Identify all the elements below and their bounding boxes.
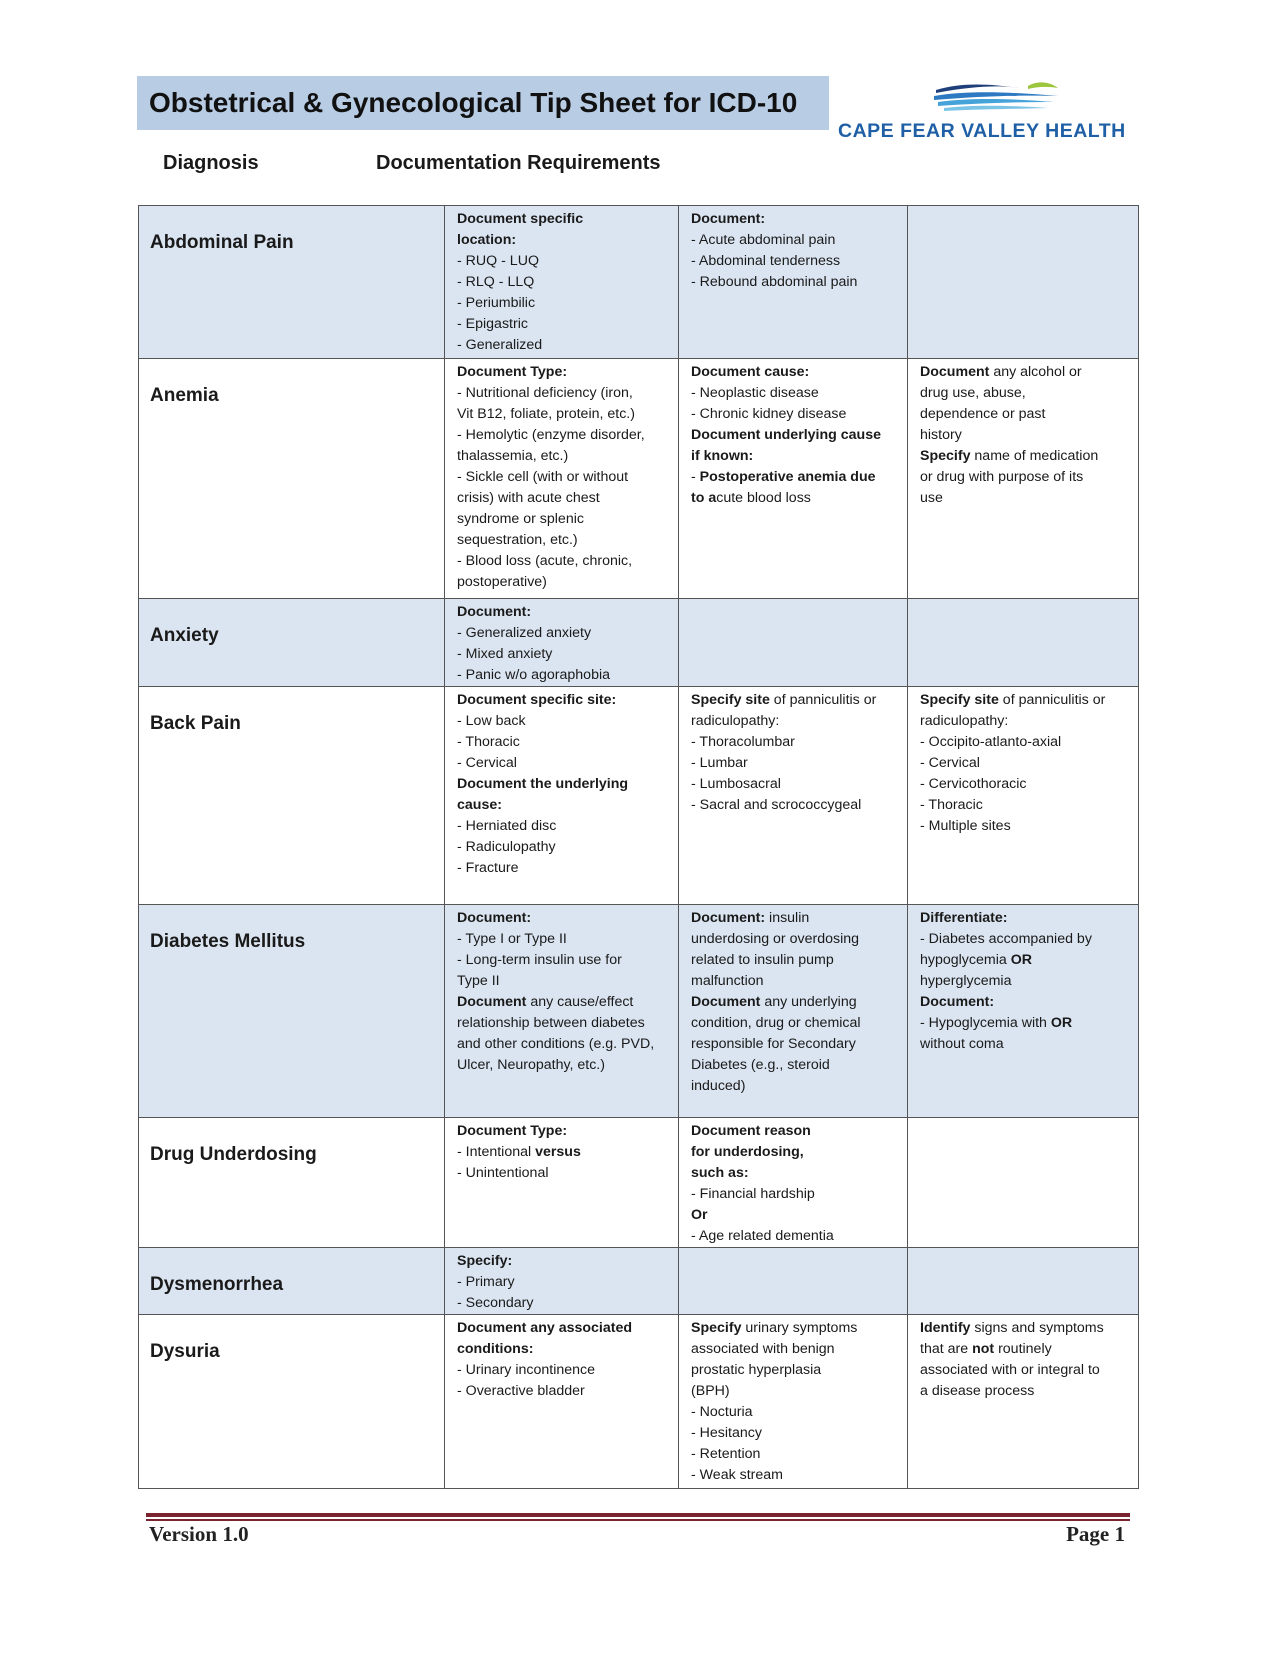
cell-text: - Generalized anxiety — [457, 625, 592, 641]
cell-line — [457, 837, 668, 858]
bold-text: conditions: — [457, 1341, 534, 1357]
cell-text: - Hemolytic (enzyme disorder, — [457, 427, 645, 443]
bold-text: Document Type: — [457, 364, 568, 380]
bold-text: Specify: — [457, 1253, 513, 1269]
bold-text: Postoperative anemia due — [699, 469, 876, 485]
cell-text: relationship between diabetes — [457, 1015, 645, 1031]
bold-text: Document: — [691, 910, 766, 926]
cell-text: drug use, abuse, — [920, 385, 1026, 401]
cell-text: - Periumbilic — [457, 295, 536, 311]
cell-line — [920, 774, 1128, 795]
documentation-cell — [445, 1118, 679, 1248]
cell-line — [457, 711, 668, 732]
cell-line — [457, 753, 668, 774]
cell-text: - Radiculopathy — [457, 839, 556, 855]
cell-line — [920, 971, 1128, 992]
documentation-cell — [679, 687, 908, 905]
bold-text: Document cause: — [691, 364, 810, 380]
cell-text: without coma — [920, 1036, 1004, 1052]
cell-line — [691, 362, 897, 383]
documentation-cell — [908, 359, 1139, 599]
cell-text: - Age related dementia — [691, 1228, 834, 1244]
bold-text: such as: — [691, 1165, 749, 1181]
cell-line — [457, 690, 668, 711]
cell-text: - Epigastric — [457, 316, 528, 332]
cell-line — [691, 1184, 897, 1205]
documentation-cell — [679, 206, 908, 359]
cell-line — [457, 992, 668, 1013]
cell-text: - Low back — [457, 713, 526, 729]
cell-text: hyperglycemia — [920, 973, 1012, 989]
cell-line — [691, 1423, 897, 1444]
cell-text: name of medication — [970, 448, 1099, 464]
cell-line — [457, 1293, 668, 1314]
cell-text: responsible for Secondary — [691, 1036, 856, 1052]
cell-line — [691, 488, 897, 509]
cell-line — [920, 362, 1128, 383]
table-row — [139, 687, 1139, 905]
documentation-cell — [908, 905, 1139, 1118]
cell-text: - Sacral and scrococcygeal — [691, 797, 862, 813]
cell-line — [691, 230, 897, 251]
cell-line — [457, 209, 668, 230]
cell-line — [691, 1444, 897, 1465]
cell-line — [691, 383, 897, 404]
cell-text: - Chronic kidney disease — [691, 406, 847, 422]
cell-line — [920, 1360, 1128, 1381]
cell-line — [691, 1055, 897, 1076]
cell-text: - Hesitancy — [691, 1425, 762, 1441]
cell-text: Vit B12, foliate, protein, etc.) — [457, 406, 635, 422]
diagnosis-cell: Diabetes Mellitus — [139, 905, 445, 1118]
cell-line — [691, 1381, 897, 1402]
documentation-cell — [908, 687, 1139, 905]
cell-line — [457, 858, 668, 879]
bold-text: location: — [457, 232, 517, 248]
documentation-cell — [679, 1315, 908, 1489]
cell-text: of panniculitis or — [769, 692, 877, 708]
bold-text: Specify site — [691, 692, 770, 708]
cell-text: - Primary — [457, 1274, 515, 1290]
cell-text: - Long-term insulin use for — [457, 952, 622, 968]
cell-line — [691, 1360, 897, 1381]
cell-line — [691, 753, 897, 774]
cell-text: dependence or past — [920, 406, 1046, 422]
cell-text: condition, drug or chemical — [691, 1015, 861, 1031]
cell-text: routinely — [994, 1341, 1052, 1357]
cell-text: urinary symptoms — [741, 1320, 858, 1336]
cell-text: a disease process — [920, 1383, 1035, 1399]
cell-line — [457, 488, 668, 509]
cell-line — [691, 272, 897, 293]
cell-line — [920, 992, 1128, 1013]
cell-line — [920, 467, 1128, 488]
cell-text: (BPH) — [691, 1383, 730, 1399]
diagnosis-cell: Dysuria — [139, 1315, 445, 1489]
cell-line — [920, 711, 1128, 732]
cell-text: - Nocturia — [691, 1404, 753, 1420]
cell-line — [920, 1318, 1128, 1339]
cell-line — [457, 929, 668, 950]
cell-line — [691, 929, 897, 950]
cell-text: Type II — [457, 973, 500, 989]
cell-line — [457, 1381, 668, 1402]
cell-line — [457, 335, 668, 356]
cell-text: - Type I or Type II — [457, 931, 567, 947]
cell-text: - Mixed anxiety — [457, 646, 553, 662]
cell-text: insulin — [765, 910, 810, 926]
cell-text: - Weak stream — [691, 1467, 783, 1483]
bold-text: Document specific site: — [457, 692, 617, 708]
cell-line — [920, 732, 1128, 753]
bold-text: Document: — [920, 994, 995, 1010]
cell-text: underdosing or overdosing — [691, 931, 859, 947]
cell-line — [691, 1163, 897, 1184]
bold-text: Document — [457, 994, 527, 1010]
cell-text: - Sickle cell (with or without — [457, 469, 629, 485]
documentation-cell — [679, 1118, 908, 1248]
cell-line — [457, 1121, 668, 1142]
bold-text: Document: — [691, 211, 766, 227]
cell-line — [457, 1251, 668, 1272]
cell-text: - Thoracolumbar — [691, 734, 795, 750]
cell-text: of panniculitis or — [998, 692, 1106, 708]
cell-line — [920, 816, 1128, 837]
cell-text: - Hypoglycemia with — [920, 1015, 1051, 1031]
bold-text: Differentiate: — [920, 910, 1008, 926]
bold-text: Identify — [920, 1320, 971, 1336]
cell-line — [691, 1076, 897, 1097]
cell-line — [691, 1142, 897, 1163]
cell-line — [457, 230, 668, 251]
cell-text: that are — [920, 1341, 973, 1357]
cell-line — [920, 488, 1128, 509]
diagnosis-column-heading: Diagnosis — [163, 152, 259, 174]
documentation-cell — [908, 1118, 1139, 1248]
cell-line — [691, 209, 897, 230]
cell-line — [920, 929, 1128, 950]
cell-text: - Secondary — [457, 1295, 534, 1311]
cell-line — [457, 425, 668, 446]
bold-text: Document any associated — [457, 1320, 633, 1336]
cell-line — [691, 908, 897, 929]
cell-text: related to insulin pump — [691, 952, 834, 968]
cell-text: - Herniated disc — [457, 818, 557, 834]
cell-line — [920, 1034, 1128, 1055]
cell-text: - Cervical — [457, 755, 517, 771]
footer-rule — [146, 1513, 1130, 1517]
cell-line — [920, 690, 1128, 711]
table-row — [139, 1315, 1139, 1489]
cell-text: crisis) with acute chest — [457, 490, 600, 506]
cell-line — [457, 1272, 668, 1293]
cell-text: - Blood loss (acute, chronic, — [457, 553, 633, 569]
cell-text: thalassemia, etc.) — [457, 448, 569, 464]
cell-text: - Cervical — [920, 755, 980, 771]
cell-line — [920, 1013, 1128, 1034]
cell-line — [457, 446, 668, 467]
footer-rule-thin — [146, 1519, 1130, 1521]
diagnosis-cell: Abdominal Pain — [139, 206, 445, 359]
cell-text: - Unintentional — [457, 1165, 549, 1181]
diagnosis-cell: Back Pain — [139, 687, 445, 905]
cell-line — [457, 404, 668, 425]
cell-line — [457, 1055, 668, 1076]
bold-text: not — [972, 1341, 995, 1357]
cell-line — [691, 446, 897, 467]
cell-text: cute blood loss — [716, 490, 811, 506]
cell-line — [691, 690, 897, 711]
cell-line — [457, 602, 668, 623]
cell-line — [691, 774, 897, 795]
logo-text: CAPE FEAR VALLEY HEALTH — [838, 120, 1126, 142]
cell-line — [691, 971, 897, 992]
cell-text: - Cervicothoracic — [920, 776, 1027, 792]
cape-fear-logo — [838, 80, 1168, 146]
documentation-cell — [445, 687, 679, 905]
version-label: Version 1.0 — [149, 1522, 249, 1546]
cell-text: any underlying — [760, 994, 857, 1010]
cell-line — [457, 1034, 668, 1055]
cell-text: and other conditions (e.g. PVD, — [457, 1036, 655, 1052]
cell-line — [920, 383, 1128, 404]
cell-line — [920, 950, 1128, 971]
cell-text: history — [920, 427, 962, 443]
bold-text: OR — [1050, 1015, 1073, 1031]
cell-line — [691, 1226, 897, 1247]
bold-text: Document: — [457, 604, 532, 620]
bold-text: versus — [535, 1144, 581, 1160]
table-row — [139, 905, 1139, 1118]
bold-text: Document reason — [691, 1123, 811, 1139]
cell-line — [457, 732, 668, 753]
cell-line — [457, 467, 668, 488]
cell-line — [457, 1142, 668, 1163]
documentation-cell — [445, 599, 679, 687]
cell-line — [457, 362, 668, 383]
cell-text: associated with benign — [691, 1341, 835, 1357]
bold-text: Document — [691, 994, 761, 1010]
cell-text: malfunction — [691, 973, 764, 989]
documentation-cell — [445, 206, 679, 359]
bold-text: Document specific — [457, 211, 584, 227]
cell-text: - Intentional — [457, 1144, 536, 1160]
cell-text: - Occipito-atlanto-axial — [920, 734, 1062, 750]
cell-line — [691, 992, 897, 1013]
cell-text: - Thoracic — [920, 797, 983, 813]
cell-line — [457, 572, 668, 593]
cell-line — [457, 816, 668, 837]
cell-line — [457, 272, 668, 293]
cell-line — [457, 971, 668, 992]
cell-line — [457, 644, 668, 665]
cell-text: Ulcer, Neuropathy, etc.) — [457, 1057, 605, 1073]
cell-line — [691, 1034, 897, 1055]
cell-line — [457, 251, 668, 272]
cell-line — [691, 1318, 897, 1339]
table-row — [139, 599, 1139, 687]
documentation-cell — [908, 599, 1139, 687]
cell-text: Diabetes (e.g., steroid — [691, 1057, 830, 1073]
cell-text: associated with or integral to — [920, 1362, 1100, 1378]
cell-text: - Urinary incontinence — [457, 1362, 595, 1378]
cell-text: - Fracture — [457, 860, 519, 876]
table-row — [139, 206, 1139, 359]
cell-line — [457, 1163, 668, 1184]
tip-table — [138, 205, 1139, 1489]
cell-text: - Abdominal tenderness — [691, 253, 841, 269]
diagnosis-cell: Drug Underdosing — [139, 1118, 445, 1248]
bold-text: to a — [691, 490, 717, 506]
bold-text: Or — [691, 1207, 708, 1223]
cell-text: any alcohol or — [989, 364, 1082, 380]
cell-text: - Nutritional deficiency (iron, — [457, 385, 633, 401]
documentation-cell — [445, 1248, 679, 1315]
cell-line — [457, 383, 668, 404]
cell-text: hypoglycemia — [920, 952, 1011, 968]
cell-line — [457, 314, 668, 335]
cell-text: - Generalized — [457, 337, 543, 353]
diagnosis-cell: Anemia — [139, 359, 445, 599]
cell-text: postoperative) — [457, 574, 547, 590]
cell-line — [457, 1318, 668, 1339]
title-banner — [137, 76, 829, 130]
documentation-cell — [445, 359, 679, 599]
cell-line — [920, 446, 1128, 467]
bold-text: Document Type: — [457, 1123, 568, 1139]
table-row — [139, 359, 1139, 599]
bold-text: Specify — [691, 1320, 742, 1336]
cell-line — [691, 425, 897, 446]
cell-text: prostatic hyperplasia — [691, 1362, 822, 1378]
cell-line — [920, 795, 1128, 816]
cell-text: or drug with purpose of its — [920, 469, 1084, 485]
cell-text: - Diabetes accompanied by — [920, 931, 1092, 947]
cell-text: - Retention — [691, 1446, 761, 1462]
documentation-cell — [679, 1248, 908, 1315]
cell-line — [457, 530, 668, 551]
cell-line — [691, 1013, 897, 1034]
cell-text: any cause/effect — [526, 994, 634, 1010]
cell-text: syndrome or splenic — [457, 511, 584, 527]
cell-line — [920, 425, 1128, 446]
cell-line — [457, 950, 668, 971]
documentation-column-heading: Documentation Requirements — [376, 152, 661, 174]
bold-text: OR — [1010, 952, 1032, 968]
cell-line — [457, 795, 668, 816]
page-number: Page 1 — [1066, 1522, 1125, 1546]
bold-text: Specify — [920, 448, 971, 464]
bold-text: cause: — [457, 797, 502, 813]
cell-line — [691, 950, 897, 971]
documentation-cell — [679, 599, 908, 687]
documentation-cell — [908, 206, 1139, 359]
cell-text: - Lumbar — [691, 755, 748, 771]
bold-text: Specify site — [920, 692, 999, 708]
cell-text: - Rebound abdominal pain — [691, 274, 858, 290]
documentation-cell — [679, 359, 908, 599]
cell-line — [691, 1339, 897, 1360]
cell-text: sequestration, etc.) — [457, 532, 578, 548]
cell-line — [691, 404, 897, 425]
cell-text: - Thoracic — [457, 734, 520, 750]
cell-text: - Financial hardship — [691, 1186, 815, 1202]
bold-text: Document the underlying — [457, 776, 629, 792]
cell-line — [457, 1013, 668, 1034]
documentation-cell — [445, 905, 679, 1118]
cell-text: induced) — [691, 1078, 746, 1094]
cell-line — [920, 908, 1128, 929]
cell-line — [457, 665, 668, 686]
diagnosis-cell: Anxiety — [139, 599, 445, 687]
bold-text: Document underlying cause — [691, 427, 881, 443]
cell-line — [691, 1465, 897, 1486]
documentation-cell — [908, 1248, 1139, 1315]
bold-text: for underdosing, — [691, 1144, 804, 1160]
cell-text: - Panic w/o agoraphobia — [457, 667, 611, 683]
logo-waves-icon — [932, 80, 1062, 120]
page-title: Obstetrical & Gynecological Tip Sheet for ICD-10 — [149, 87, 798, 118]
cell-line — [457, 774, 668, 795]
cell-line — [457, 1360, 668, 1381]
cell-text: - RLQ - LLQ — [457, 274, 535, 290]
cell-line — [920, 404, 1128, 425]
cell-text: - Acute abdominal pain — [691, 232, 836, 248]
documentation-cell — [679, 905, 908, 1118]
table-row — [139, 1248, 1139, 1315]
cell-line — [691, 1121, 897, 1142]
bold-text: Document: — [457, 910, 532, 926]
documentation-cell — [445, 1315, 679, 1489]
cell-text: - — [691, 469, 700, 485]
cell-line — [920, 1339, 1128, 1360]
diagnosis-cell: Dysmenorrhea — [139, 1248, 445, 1315]
cell-line — [691, 251, 897, 272]
documentation-cell — [908, 1315, 1139, 1489]
cell-text: use — [920, 490, 943, 506]
cell-line — [691, 467, 897, 488]
cell-line — [691, 1205, 897, 1226]
bold-text: Document — [920, 364, 990, 380]
cell-line — [457, 623, 668, 644]
bold-text: if known: — [691, 448, 754, 464]
cell-line — [457, 293, 668, 314]
cell-line — [457, 908, 668, 929]
cell-text: - RUQ - LUQ — [457, 253, 539, 269]
cell-line — [457, 551, 668, 572]
table-row — [139, 1118, 1139, 1248]
cell-text: - Lumbosacral — [691, 776, 781, 792]
cell-line — [691, 1402, 897, 1423]
cell-line — [691, 732, 897, 753]
cell-line — [691, 795, 897, 816]
cell-line — [457, 509, 668, 530]
cell-text: radiculopathy: — [920, 713, 1009, 729]
cell-line — [691, 711, 897, 732]
cell-text: - Overactive bladder — [457, 1383, 585, 1399]
cell-line — [457, 1339, 668, 1360]
cell-text: radiculopathy: — [691, 713, 780, 729]
cell-text: signs and symptoms — [970, 1320, 1104, 1336]
cell-line — [920, 1381, 1128, 1402]
cell-text: - Neoplastic disease — [691, 385, 819, 401]
cell-line — [920, 753, 1128, 774]
cell-text: - Multiple sites — [920, 818, 1011, 834]
